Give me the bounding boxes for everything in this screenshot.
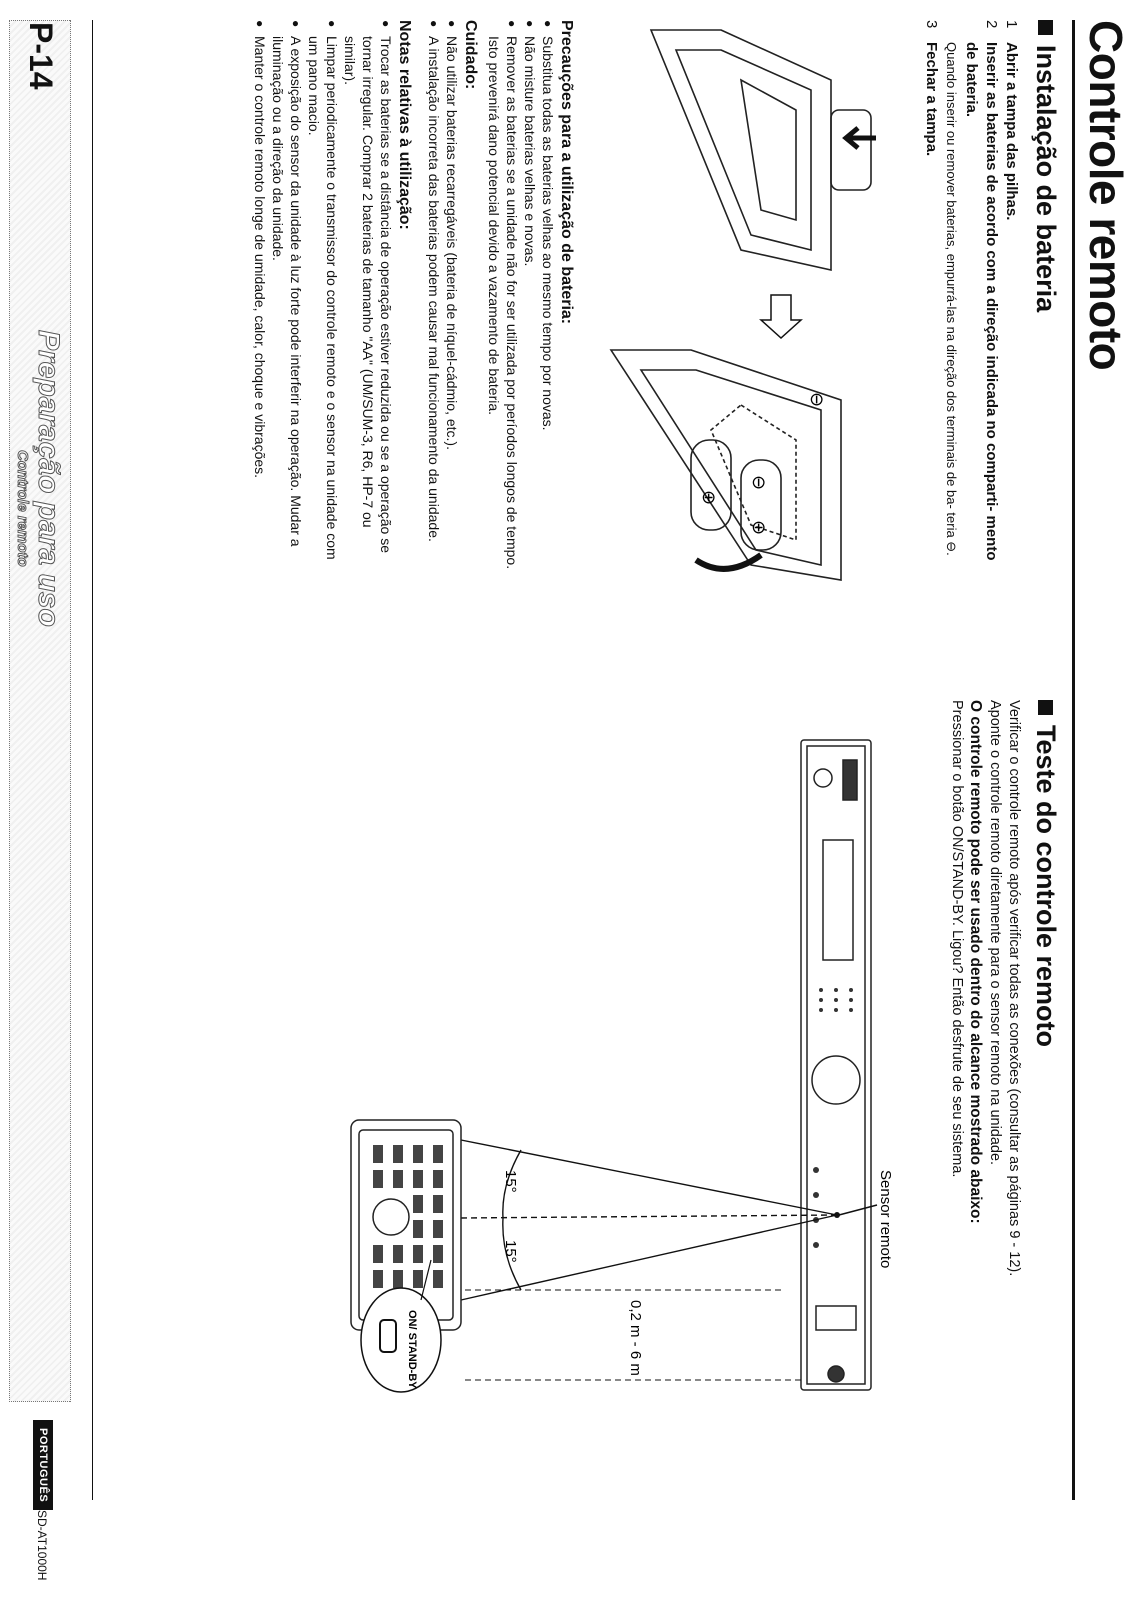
notes-list xyxy=(251,20,395,580)
footer-section: Preparação para uso xyxy=(32,330,65,627)
battery-steps xyxy=(921,20,1021,580)
list-item: ● Não misture baterias velhas e novas. xyxy=(521,20,539,580)
next-arrow-icon xyxy=(761,295,801,338)
step-number: 3 xyxy=(923,20,940,29)
minus-symbol: ⊖ xyxy=(807,392,827,408)
model-number: SD-AT1000H xyxy=(35,1510,49,1581)
list-item: ● A exposição do sensor da unidade à luz forte pode interferir na operação. Mudar a iluminação ou a direção da unidade. xyxy=(269,20,305,580)
step-2 xyxy=(941,20,1001,580)
precautions-list xyxy=(485,20,557,580)
remote-buttons xyxy=(373,1145,443,1288)
footer-band xyxy=(9,20,71,1402)
insert-arrow-icon xyxy=(696,555,761,569)
sensor-label: Sensor remoto xyxy=(877,1170,894,1269)
unit-buttons xyxy=(813,988,853,1248)
list-item: ● Trocar as baterias se a distância de operação estiver reduzida ou se a operação se tornar irregular. Comprar 2 baterias de tamanho "AA" (UM/SUM-3, R6, HP-7 ou similar). xyxy=(341,20,395,580)
list-item: ● Não utilizar baterias recarregáveis (bateria de níquel-cádmio, etc.). xyxy=(443,20,461,580)
step-number: 1 xyxy=(1003,20,1020,29)
page-number: P-14 xyxy=(23,22,59,90)
callout-bubble xyxy=(361,1288,441,1392)
language-tab: PORTUGUÊS xyxy=(33,1420,53,1510)
step-3 xyxy=(921,20,941,580)
step-number: 2 xyxy=(983,20,1000,29)
test-paragraph-2: Aponte o controle remoto diretamente para o sensor remoto na unidade. xyxy=(987,700,1003,1166)
step-1 xyxy=(1001,20,1021,580)
page-title: Controle remoto xyxy=(1080,20,1132,371)
list-item: ● Remover as baterias se a unidade não for ser utilizada por períodos longos de tempo. Isto prevenirá dano potencial devido a vazamento de bateria. xyxy=(485,20,521,580)
list-item: ● Limpar periodicamente o transmissor do controle remoto e o sensor na unidade com um pano macio. xyxy=(305,20,341,580)
step-text: Fechar a tampa. xyxy=(923,42,940,157)
battery-notes xyxy=(251,20,581,580)
on-standby-label: ON/ STAND-BY xyxy=(406,1310,418,1389)
precautions-heading: Precauções para a utilização de bateria: xyxy=(558,20,575,325)
square-bullet-icon xyxy=(1038,700,1053,715)
title-rule xyxy=(1072,20,1075,1500)
battery-heading xyxy=(1030,20,1061,312)
step-note: Quando inserir ou remover baterias, empurrá-las na direção dos terminais de ba- teria ⊖. xyxy=(944,42,959,556)
range-statement: O controle remoto pode ser usado dentro do alcance mostrado abaixo: xyxy=(967,700,984,1224)
test-paragraph-1: Verificar o controle remoto após verificar todas as conexões (consultar as páginas 9 - 12). xyxy=(1006,700,1022,1277)
angle-left-label: 15° xyxy=(502,1170,519,1193)
battery-figure xyxy=(591,20,891,590)
range-figure xyxy=(341,700,901,1400)
main-unit-illustration xyxy=(801,740,871,1390)
bottom-rule xyxy=(92,20,93,1500)
caution-heading: Cuidado: xyxy=(462,20,479,90)
remote-battery-illustration xyxy=(611,350,841,580)
range-cone xyxy=(461,1140,837,1300)
list-item: ● Substitua todas as baterias velhas ao mesmo tempo por novas. xyxy=(539,20,557,580)
footer-subsection: Controle remoto xyxy=(14,450,31,567)
minus-symbol-2: ⊖ xyxy=(749,475,769,491)
step-text: Inserir as baterias de acordo com a direção indicada no comparti- mento de bateria. xyxy=(963,42,1000,561)
notes-heading: Notas relativas à utilização: xyxy=(396,20,413,230)
list-item: ● Manter o controle remoto longe de umidade, calor, choque e vibrações. xyxy=(251,20,269,580)
square-bullet-icon xyxy=(1038,20,1053,35)
battery-heading-text: Instalação de bateria xyxy=(1031,45,1061,313)
distance-label: 0,2 m - 6 m xyxy=(627,1300,644,1376)
plus-symbol: ⊕ xyxy=(749,520,769,536)
caution-list xyxy=(425,20,461,580)
test-heading xyxy=(1030,700,1061,1047)
plus-symbol-2: ⊕ xyxy=(699,490,719,506)
remote-open-illustration xyxy=(651,30,871,270)
angle-right-label: 15° xyxy=(502,1240,519,1263)
test-heading-text: Teste do controle remoto xyxy=(1031,725,1061,1048)
list-item: ● A instalação incorreta das baterias podem causar mal funcionamento da unidade. xyxy=(425,20,443,580)
test-paragraph-3: Pressionar o botão ON/STAND-BY. Ligou? Então desfrute de seu sistema. xyxy=(949,700,965,1178)
remote-dpad xyxy=(373,1199,409,1235)
step-text: Abrir a tampa das pilhas. xyxy=(1003,42,1020,221)
test-text xyxy=(947,700,1023,1380)
